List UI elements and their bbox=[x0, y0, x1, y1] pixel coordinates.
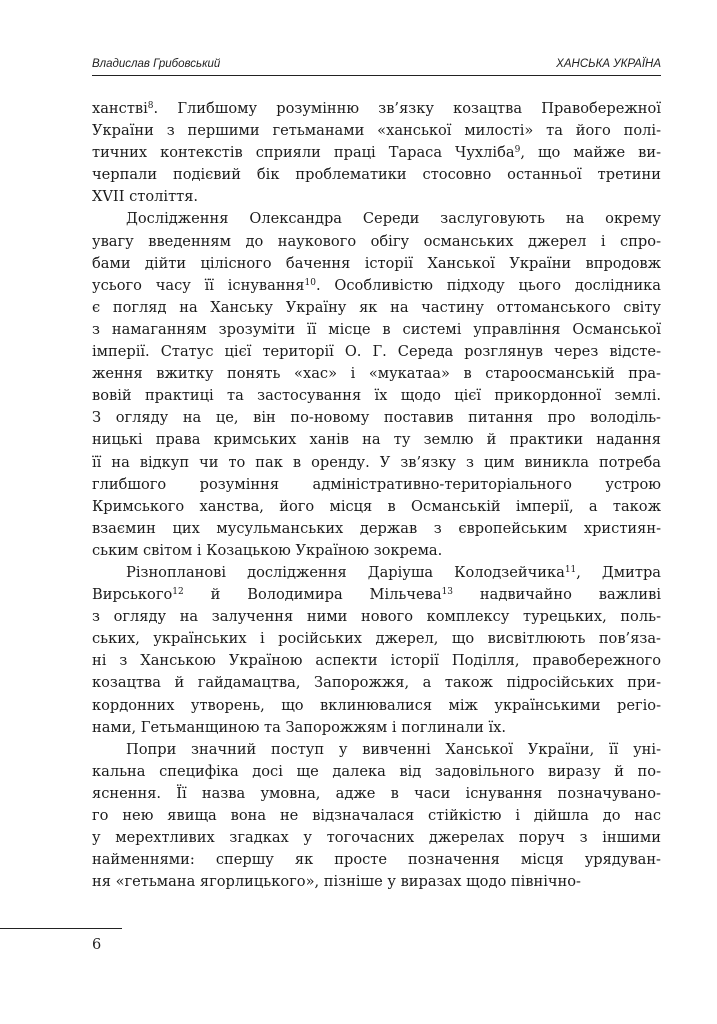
text-run: глибшого розуміння адміністративно-територіального устрою bbox=[92, 475, 661, 493]
paragraph-3 bbox=[92, 562, 661, 739]
text-run: у мерехтливих згадках у тогочасних джерелах поруч з іншими bbox=[92, 829, 661, 847]
text-line bbox=[92, 98, 661, 120]
page-number: 6 bbox=[92, 937, 102, 953]
text-line bbox=[92, 518, 661, 540]
text-run: . Особливістю підходу цього дослідника bbox=[315, 276, 661, 294]
text-line bbox=[92, 319, 661, 341]
text-run: усього часу її існування bbox=[92, 276, 305, 294]
footnote-ref: 12 bbox=[172, 587, 184, 598]
text-run: імперії. Статус цієї території О. Г. Середа розглянув через відсте- bbox=[92, 343, 661, 361]
text-line bbox=[92, 186, 661, 208]
text-run: яснення. Її назва умовна, адже в часи існування позначувано- bbox=[92, 784, 661, 802]
text-run: ницькі права кримських ханів на ту землю й практики надання bbox=[92, 431, 661, 449]
text-line bbox=[92, 650, 661, 672]
text-line bbox=[92, 231, 661, 253]
text-run: й Володимира Мільчева bbox=[183, 586, 442, 604]
header-author: Владислав Грибовський bbox=[92, 58, 221, 70]
text-run: бами дійти цілісного бачення історії Ханської України впродовж bbox=[92, 254, 661, 272]
text-line bbox=[92, 142, 661, 164]
text-run: Дослідження Олександра Середи заслуговують на окрему bbox=[126, 210, 661, 228]
text-run: ня «гетьмана ягорлицького», пізніше у виразах щодо північно- bbox=[92, 873, 581, 891]
text-run: України з першими гетьманами «ханської милості» та його полі- bbox=[92, 122, 661, 140]
text-line bbox=[92, 540, 661, 562]
text-run: з огляду на залучення ними нового комплексу турецьких, поль- bbox=[92, 608, 661, 626]
running-header bbox=[92, 57, 661, 76]
text-line bbox=[92, 871, 661, 893]
text-run: ським світом і Козацькою Україною зокрема. bbox=[92, 541, 443, 559]
text-run: , що майже ви- bbox=[520, 144, 662, 162]
text-line bbox=[92, 849, 661, 871]
text-line bbox=[92, 341, 661, 363]
text-line bbox=[92, 695, 661, 717]
text-line bbox=[92, 385, 661, 407]
text-line bbox=[92, 606, 661, 628]
text-run: ханстві bbox=[92, 100, 148, 117]
header-book-title: ХАНСЬКА УКРАЇНА bbox=[556, 58, 661, 70]
text-line bbox=[92, 275, 661, 297]
text-line bbox=[92, 429, 661, 451]
text-line bbox=[92, 120, 661, 142]
text-run: з намаганням зрозуміти її місце в системі управління Османської bbox=[92, 320, 661, 338]
footnote-ref: 8 bbox=[147, 101, 154, 111]
text-run: тичних контекстів сприяли праці Тараса Чухліба bbox=[92, 144, 515, 162]
text-line bbox=[92, 253, 661, 275]
text-line bbox=[92, 761, 661, 783]
text-run: З огляду на це, він по-новому поставив питання про володіль- bbox=[92, 409, 661, 427]
text-line bbox=[92, 297, 661, 319]
paragraph-2 bbox=[92, 208, 661, 562]
footnote-ref: 13 bbox=[441, 587, 454, 598]
text-line bbox=[92, 496, 661, 518]
text-line bbox=[92, 584, 661, 606]
text-line bbox=[92, 363, 661, 385]
text-run: вовій практиці та застосування їх щодо цієї прикордонної землі. bbox=[92, 387, 661, 405]
text-run: Вирського bbox=[92, 586, 173, 604]
text-line bbox=[92, 407, 661, 429]
text-line bbox=[92, 164, 661, 186]
footnote-ref: 10 bbox=[304, 277, 316, 288]
text-run: ні з Ханською Україною аспекти історії Поділля, правобережного bbox=[92, 652, 661, 670]
text-line bbox=[92, 783, 661, 805]
paragraph-4 bbox=[92, 739, 661, 894]
footnote-rule bbox=[0, 928, 122, 929]
text-run: увагу введенням до наукового обігу османських джерел і спро- bbox=[92, 232, 661, 250]
text-line bbox=[92, 208, 661, 230]
text-line bbox=[92, 628, 661, 650]
text-run: є погляд на Ханську Україну як на частину оттоманського світу bbox=[92, 298, 661, 316]
text-run: козацтва й гайдамацтва, Запорожжя, а також підросійських при- bbox=[92, 674, 661, 692]
text-run: нами, Гетьманщиною та Запорожжям і поглинали їх. bbox=[92, 718, 506, 736]
text-run: надвичайно важливі bbox=[453, 586, 661, 604]
text-line bbox=[92, 805, 661, 827]
text-run: кордонних утворень, що вклинювалися між українськими регіо- bbox=[92, 696, 661, 714]
text-run: Попри значний поступ у вивченні Ханської України, її уні- bbox=[126, 740, 661, 758]
text-run: взаємин цих мусульманських держав з європейським християн- bbox=[92, 519, 661, 537]
text-run: Кримського ханства, його місця в Османській імперії, а також bbox=[92, 497, 661, 515]
text-run: її на відкуп чи то пак в оренду. У зв’язку з цим виникла потреба bbox=[92, 453, 661, 471]
text-run: . Глибшому розумінню зв’язку козацтва Правобережної bbox=[153, 100, 661, 117]
text-body bbox=[92, 98, 661, 893]
footnote-ref: 9 bbox=[514, 145, 521, 156]
text-line bbox=[92, 452, 661, 474]
text-line bbox=[92, 474, 661, 496]
text-line bbox=[92, 827, 661, 849]
text-run: XVII століття. bbox=[92, 188, 199, 206]
text-line bbox=[92, 739, 661, 761]
text-line bbox=[92, 672, 661, 694]
text-run: го нею явища вона не відзначалася стійкістю і дійшла до нас bbox=[92, 807, 661, 824]
footnote-ref: 11 bbox=[564, 564, 577, 575]
text-run: черпали подієвий бік проблематики стосовно останньої третини bbox=[92, 166, 661, 184]
text-line bbox=[92, 717, 661, 739]
text-run: , Дмитра bbox=[576, 563, 661, 581]
text-run: найменнями: спершу як просте позначення місця урядуван- bbox=[92, 851, 661, 869]
text-run: кальна специфіка досі ще далека від задовільного виразу й по- bbox=[92, 762, 661, 780]
text-run: ження вжитку понять «хас» і «мукатаа» в староосманській пра- bbox=[92, 365, 661, 383]
text-run: Різнопланові дослідження Даріуша Колодзейчика bbox=[126, 563, 565, 581]
text-run: ських, українських і російських джерел, що висвітлюють пов’яза- bbox=[92, 630, 661, 648]
paragraph-1 bbox=[92, 98, 661, 208]
text-line bbox=[92, 562, 661, 584]
